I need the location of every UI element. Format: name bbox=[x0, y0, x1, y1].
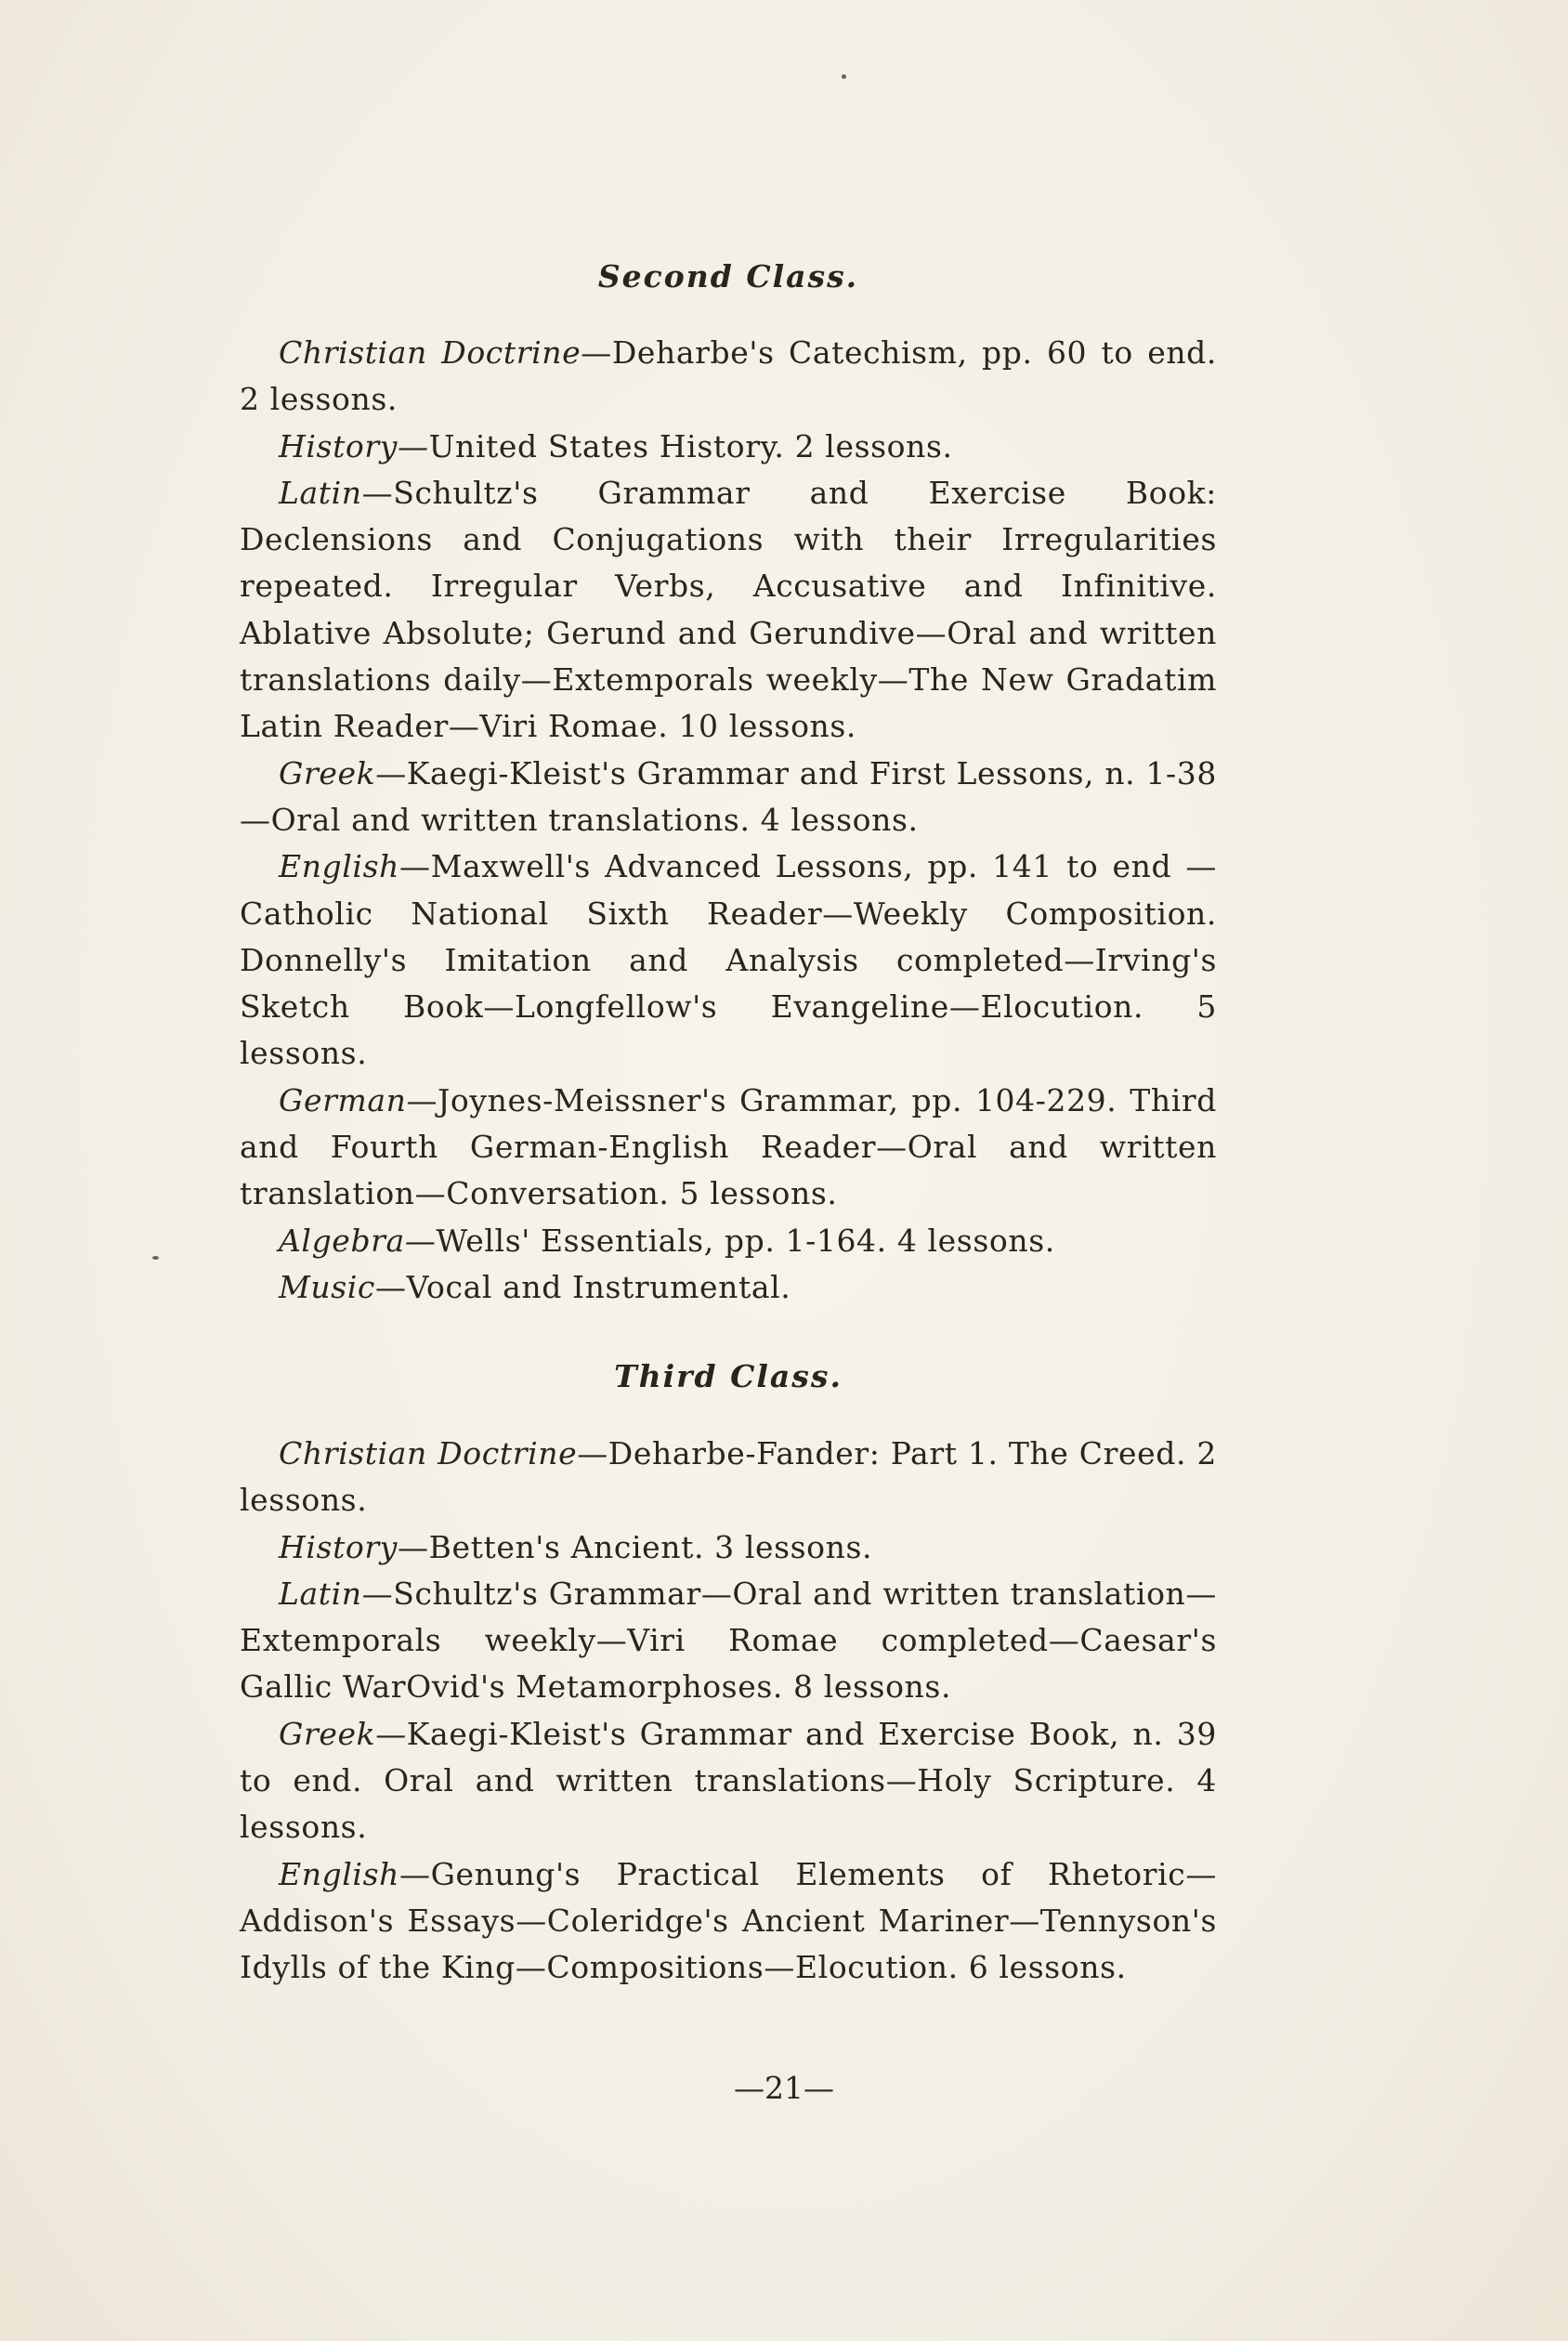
course-description: —Deharbe's Catechism, pp. 60 to end. 2 lessons. bbox=[240, 334, 1217, 418]
course-entry bbox=[240, 1571, 1217, 1711]
course-entry bbox=[240, 1078, 1217, 1218]
subject-label: English bbox=[279, 848, 399, 885]
third-class-heading: Third Class. bbox=[614, 1358, 843, 1394]
course-description: —Kaegi-Kleist's Grammar and First Lessons, n. 1-38—Oral and written translations. 4 lessons. bbox=[240, 754, 1217, 838]
subject-label: Greek bbox=[279, 1715, 376, 1752]
subject-label: German bbox=[279, 1081, 407, 1118]
course-entry bbox=[240, 1431, 1217, 1524]
course-description: —Joynes-Meissner's Grammar, pp. 104-229. Third and Fourth German-English Reader—Oral and written translation—Conversation. 5 lessons. bbox=[240, 1081, 1217, 1212]
course-description: —Schultz's Grammar—Oral and written translation—Extemporals weekly—Viri Romae completed—Caesar's Gallic WarOvid's Metamorphoses. 8 lessons. bbox=[240, 1575, 1217, 1706]
course-description: —Wells' Essentials, pp. 1-164. 4 lessons. bbox=[404, 1222, 1055, 1259]
course-description: —Kaegi-Kleist's Grammar and Exercise Book, n. 39 to end. Oral and written translations—Holy Scripture. 4 lessons. bbox=[240, 1715, 1217, 1846]
course-description: —Genung's Practical Elements of Rhetoric—Addison's Essays—Coleridge's Ancient Mariner—Tennyson's Idylls of the King—Compositions—Elocution. 6 lessons. bbox=[240, 1855, 1217, 1986]
subject-label: Christian Doctrine bbox=[279, 1435, 578, 1471]
paper-speck bbox=[152, 1256, 159, 1260]
course-description: —Vocal and Instrumental. bbox=[375, 1268, 791, 1305]
course-entry bbox=[240, 424, 1217, 470]
course-description: —Deharbe-Fander: Part 1. The Creed. 2 lessons. bbox=[240, 1435, 1217, 1519]
page-number: —21— bbox=[734, 2070, 834, 2106]
course-entry bbox=[240, 1218, 1217, 1264]
subject-label: Algebra bbox=[279, 1222, 405, 1259]
third-class-section bbox=[240, 1431, 1217, 1992]
course-entry bbox=[240, 1264, 1217, 1311]
subject-label: History bbox=[279, 427, 399, 464]
subject-label: Christian Doctrine bbox=[279, 334, 581, 371]
subject-label: Greek bbox=[279, 754, 376, 791]
course-entry bbox=[240, 470, 1217, 751]
second-class-section bbox=[240, 330, 1217, 1311]
course-description: —Betten's Ancient. 3 lessons. bbox=[398, 1528, 873, 1565]
subject-label: Music bbox=[279, 1268, 376, 1305]
course-entry bbox=[240, 1851, 1217, 1992]
course-entry bbox=[240, 844, 1217, 1077]
course-entry bbox=[240, 330, 1217, 424]
course-entry bbox=[240, 751, 1217, 844]
course-description: —Schultz's Grammar and Exercise Book: Declensions and Conjugations with their Irregularities repeated. Irregular Verbs, Accusative and Infinitive. Ablative Absolute; Gerund and Gerundive—Oral and written translations daily—Extemporals weekly—The New Gradatim Latin Reader—Viri Romae. 10 lessons. bbox=[240, 474, 1217, 745]
subject-label: Latin bbox=[279, 474, 362, 511]
subject-label: English bbox=[279, 1855, 399, 1892]
paper-speck bbox=[842, 74, 846, 79]
subject-label: History bbox=[279, 1528, 399, 1565]
second-class-heading: Second Class. bbox=[597, 258, 859, 294]
subject-label: Latin bbox=[279, 1575, 362, 1612]
course-entry bbox=[240, 1524, 1217, 1571]
course-entry bbox=[240, 1711, 1217, 1851]
course-description: —Maxwell's Advanced Lessons, pp. 141 to end —Catholic National Sixth Reader—Weekly Composition. Donnelly's Imitation and Analysis completed—Irving's Sketch Book—Longfellow's Evangeline—Elocution. 5 lessons. bbox=[240, 848, 1217, 1072]
course-description: —United States History. 2 lessons. bbox=[398, 427, 953, 464]
